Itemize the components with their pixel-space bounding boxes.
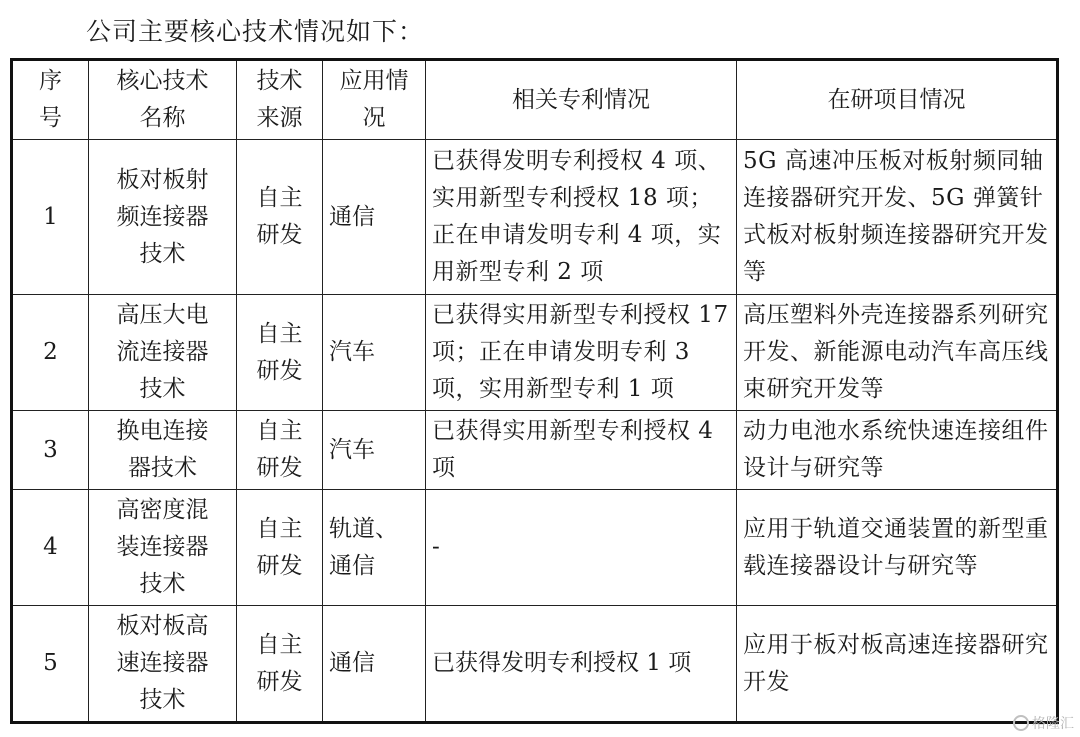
row-application: 通信 bbox=[323, 606, 426, 723]
row-no: 5 bbox=[12, 606, 89, 723]
table-row bbox=[12, 295, 1058, 411]
row-source: 自主研发 bbox=[237, 411, 323, 490]
row-projects: 应用于板对板高速连接器研究开发 bbox=[737, 606, 1058, 723]
table-row bbox=[12, 490, 1058, 606]
row-tech-name: 高压大电流连接器技术 bbox=[89, 295, 237, 411]
table-row bbox=[12, 606, 1058, 723]
row-projects: 动力电池水系统快速连接组件设计与研究等 bbox=[737, 411, 1058, 490]
header-app: 应用情况 bbox=[323, 60, 426, 140]
row-no: 3 bbox=[12, 411, 89, 490]
row-patents: 已获得发明专利授权 1 项 bbox=[426, 606, 737, 723]
watermark bbox=[1013, 713, 1074, 733]
core-technology-table bbox=[10, 58, 1059, 724]
row-no: 4 bbox=[12, 490, 89, 606]
row-patents: 已获得实用新型专利授权 17 项；正在申请发明专利 3 项，实用新型专利 1 项 bbox=[426, 295, 737, 411]
row-no: 1 bbox=[12, 140, 89, 295]
row-tech-name: 板对板射频连接器技术 bbox=[89, 140, 237, 295]
row-patents: - bbox=[426, 490, 737, 606]
header-no: 序号 bbox=[12, 60, 89, 140]
row-source: 自主研发 bbox=[237, 490, 323, 606]
row-application: 汽车 bbox=[323, 411, 426, 490]
header-source: 技术来源 bbox=[237, 60, 323, 140]
watermark-text: 格隆汇 bbox=[1032, 716, 1074, 732]
row-source: 自主研发 bbox=[237, 295, 323, 411]
row-patents: 已获得实用新型专利授权 4 项 bbox=[426, 411, 737, 490]
row-application: 轨道、通信 bbox=[323, 490, 426, 606]
row-projects: 应用于轨道交通装置的新型重载连接器设计与研究等 bbox=[737, 490, 1058, 606]
gelonghui-logo-icon bbox=[1013, 715, 1029, 731]
table-row bbox=[12, 411, 1058, 490]
intro-text: 公司主要核心技术情况如下： bbox=[86, 17, 425, 46]
row-application: 通信 bbox=[323, 140, 426, 295]
header-name: 核心技术名称 bbox=[89, 60, 237, 140]
row-tech-name: 换电连接器技术 bbox=[89, 411, 237, 490]
table-row bbox=[12, 140, 1058, 295]
row-tech-name: 板对板高速连接器技术 bbox=[89, 606, 237, 723]
header-projects: 在研项目情况 bbox=[737, 60, 1058, 140]
header-patents: 相关专利情况 bbox=[426, 60, 737, 140]
row-no: 2 bbox=[12, 295, 89, 411]
row-application: 汽车 bbox=[323, 295, 426, 411]
row-source: 自主研发 bbox=[237, 606, 323, 723]
header-row bbox=[12, 60, 1058, 140]
row-patents: 已获得发明专利授权 4 项、实用新型专利授权 18 项；正在申请发明专利 4 项，实用新型专利 2 项 bbox=[426, 140, 737, 295]
row-source: 自主研发 bbox=[237, 140, 323, 295]
row-projects: 高压塑料外壳连接器系列研究开发、新能源电动汽车高压线束研究开发等 bbox=[737, 295, 1058, 411]
row-projects: 5G 高速冲压板对板射频同轴连接器研究开发、5G 弹簧针式板对板射频连接器研究开发等 bbox=[737, 140, 1058, 295]
row-tech-name: 高密度混装连接器技术 bbox=[89, 490, 237, 606]
